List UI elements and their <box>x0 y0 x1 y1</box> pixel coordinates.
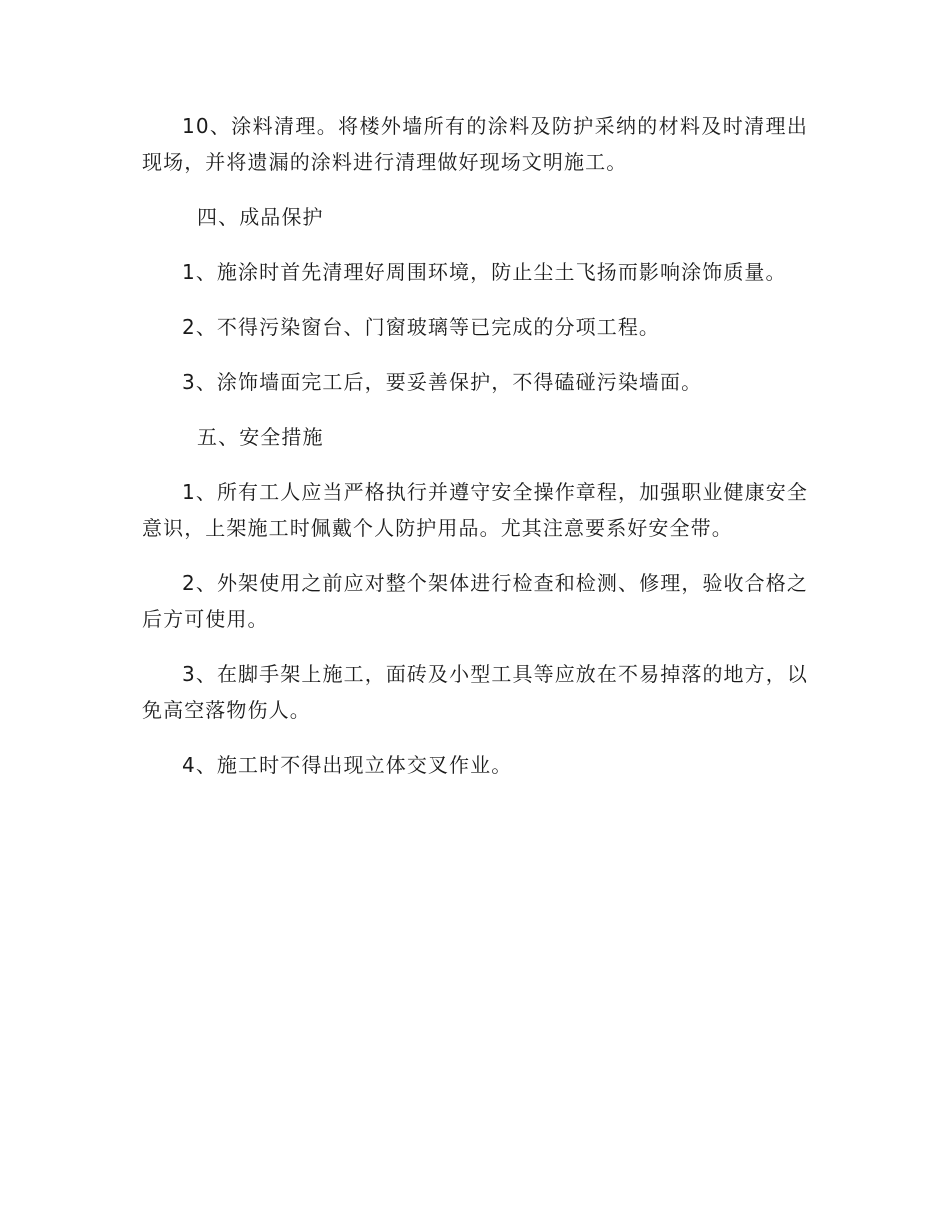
paragraph-protection-2: 2、不得污染窗台、门窗玻璃等已完成的分项工程。 <box>182 315 661 339</box>
section-heading-safety-measures: 五、安全措施 <box>197 425 324 449</box>
section-heading-product-protection: 四、成品保护 <box>197 205 324 229</box>
paragraph-safety-4: 4、施工时不得出现立体交叉作业。 <box>182 753 513 777</box>
paragraph-protection-3: 3、涂饰墙面完工后，要妥善保护，不得磕碰污染墙面。 <box>182 370 703 394</box>
paragraph-safety-2: 2、外架使用之前应对整个架体进行检查和检测、修理，验收合格之后方可使用。 <box>142 571 808 631</box>
paragraph-safety-3: 3、在脚手架上施工，面砖及小型工具等应放在不易掉落的地方，以免高空落物伤人。 <box>142 662 808 722</box>
document-body <box>142 108 808 802</box>
paragraph-safety-1: 1、所有工人应当严格执行并遵守安全操作章程，加强职业健康安全意识，上架施工时佩戴个人防护用品。尤其注意要系好安全带。 <box>142 480 808 540</box>
paragraph-coating-cleanup: 10、涂料清理。将楼外墙所有的涂料及防护采纳的材料及时清理出现场，并将遗漏的涂料进行清理做好现场文明施工。 <box>142 114 808 174</box>
paragraph-protection-1: 1、施涂时首先清理好周围环境，防止尘土飞扬而影响涂饰质量。 <box>182 260 787 284</box>
